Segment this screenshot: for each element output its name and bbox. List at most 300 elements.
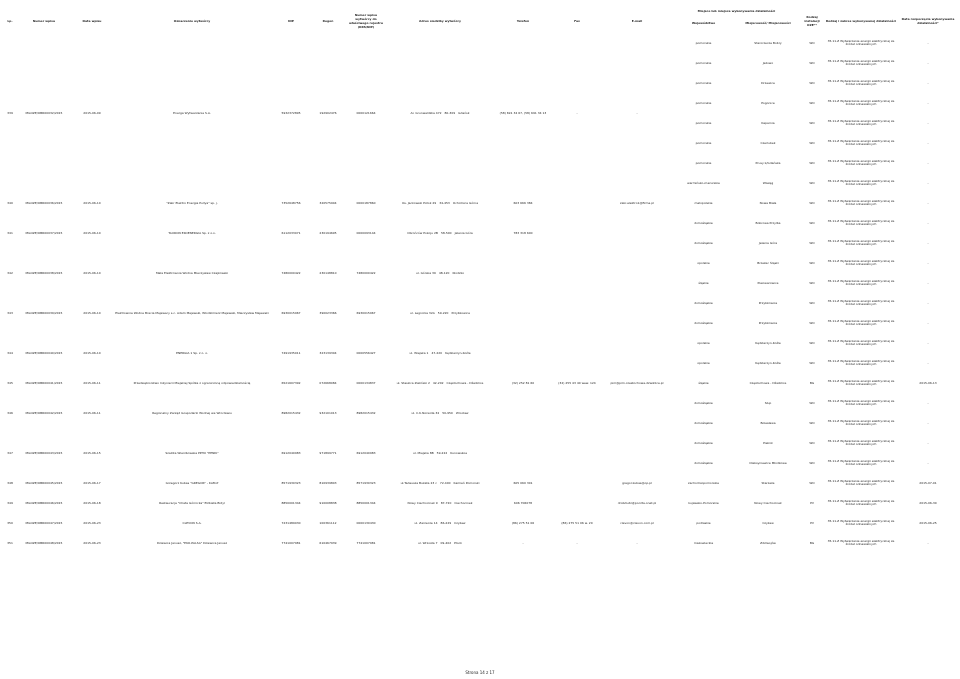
adres-city: Kunowskoe: [450, 451, 468, 455]
cell-fax: [552, 253, 602, 293]
cell-rodzaj-instalacji: WO: [809, 281, 815, 285]
cell-data-rozpoczecia: -: [927, 361, 929, 365]
cell-email: zakr.elektro1@firma.pl: [620, 201, 654, 205]
cell-regon: 072668084: [319, 381, 337, 385]
adres-addr: ul. Zarzecze 14: [414, 521, 438, 525]
table-row: [4, 433, 957, 453]
cell-data-rozpoczecia: 2015-06-25: [919, 521, 937, 525]
cell-data-rozpoczecia: -: [927, 221, 929, 225]
cell-fax: (86) 275 51 06 w. 20: [561, 521, 593, 525]
cell-oznaczenie: Restauracja "Chata Górnicka" Elżbieta Bidyl: [159, 501, 225, 505]
cell-numer-rejestru: 6912040983: [356, 451, 376, 455]
cell-nip: 8850001344: [281, 501, 301, 505]
cell-rodzaj-instalacji: WO: [809, 221, 815, 225]
cell-oznaczenie: "Zakr Elektro Energia Pullya" sp. j.: [166, 201, 218, 205]
cell-oznaczenie: Szałota Wierzbowska PPHU "PENIK": [165, 451, 219, 455]
cell-rodzaj-instalacji: WO: [809, 261, 815, 265]
cell-nr-wpisu: MGOZE/OBR00043/2015: [25, 451, 63, 455]
cell-lp: 341: [7, 231, 13, 235]
cell-nr-wpisu: MGOZE/OBR00036/2015: [25, 201, 63, 205]
cell-rodzaj-dzialalnosci: 35.11.Z Wytwarzanie energii elektrycznej ze źródeł odnawialnych: [827, 78, 895, 86]
adres-addr: Os. Jackowski Potok 29: [401, 201, 437, 205]
cell-data-rozpoczecia: -: [927, 121, 929, 125]
cell-miejscowosc: Nowy Ciechocinek: [754, 501, 782, 505]
table-row: [4, 493, 957, 513]
cell-wojewodztwo: małopolskie: [694, 201, 713, 205]
cell-miejscowosc: Przybkowice: [758, 301, 778, 305]
cell-nip: 7352648756: [281, 201, 301, 205]
adres-zip: 80-309: [444, 111, 456, 115]
cell-rodzaj-dzialalnosci: 35.11.Z Wytwarzanie energii elektrycznej ze źródeł odnawialnych: [827, 478, 895, 486]
cell-data-rozpoczecia: -: [927, 401, 929, 405]
cell-regon: 971899771: [319, 451, 337, 455]
col-lp: Lp.: [7, 19, 13, 23]
adres-addr: Obrońców Pokoju 2B: [407, 231, 438, 235]
adres-zip: 34-453: [439, 201, 450, 205]
cell-data-rozpoczecia: 2015-07-01: [919, 481, 937, 485]
cell-miejscowosc: Czerlubek: [760, 141, 776, 145]
cell-data-wpisu: 2015-06-23: [83, 521, 101, 525]
cell-wojewodztwo: dolnośląskie: [694, 461, 713, 465]
cell-data-rozpoczecia: -: [927, 81, 929, 85]
cell-rodzaj-dzialalnosci: 35.11.Z Wytwarzanie energii elektrycznej ze źródeł odnawialnych: [827, 58, 895, 66]
cell-nip: 6112033071: [281, 231, 301, 235]
cell-data-rozpoczecia: -: [927, 441, 929, 445]
cell-telefon: -: [522, 541, 524, 545]
cell-wojewodztwo: kujawsko-Pomorskie: [688, 501, 719, 505]
cell-telefon: [494, 393, 552, 433]
cell-data-wpisu: 2015-06-11: [83, 381, 101, 385]
cell-email: [602, 213, 672, 253]
cell-rodzaj-instalacji: WO: [809, 401, 815, 405]
cell-email: -: [636, 111, 638, 115]
col-rodzaj-dzialalnosci: Rodzaj i zakres wykonywanej działalności: [825, 19, 897, 23]
cell-data-rozpoczecia: -: [927, 241, 929, 245]
cell-adres: [386, 333, 494, 373]
cell-numer-rejestru: 8850001344: [356, 501, 376, 505]
col-nip: NIP: [288, 19, 294, 23]
cell-miejscowosc: Drzewice: [761, 81, 775, 85]
cell-data-wpisu: 2015-06-11: [83, 411, 101, 415]
cell-nip: 7741007981: [281, 541, 301, 545]
cell-nr-wpisu: MGOZE/OBR00045/2015: [25, 481, 63, 485]
adres-addr: Nowy Ciechocinek 9: [407, 501, 438, 505]
cell-wojewodztwo: mazowieckie: [693, 541, 714, 545]
cell-wojewodztwo: śląskie: [698, 381, 709, 385]
cell-nr-wpisu: MGOZE/OBR00037/2015: [25, 231, 63, 235]
cell-lp: 340: [7, 201, 13, 205]
cell-lp: 342: [7, 271, 13, 275]
cell-adres: [386, 293, 494, 333]
cell-data-wpisu: 2015-06-10: [83, 271, 101, 275]
adres-addr: ul.Tadeusza Bukata 23 c: [400, 481, 437, 485]
cell-wojewodztwo: pomorskie: [695, 41, 712, 45]
cell-data-rozpoczecia: -: [927, 321, 929, 325]
cell-miejscowosc: Oleksyniewice Młodkowe: [749, 461, 787, 465]
cell-fax: (32) 255 43 40 wew. 124: [558, 381, 596, 385]
cell-nip: 6521607392: [281, 381, 301, 385]
cell-email: -: [636, 541, 638, 545]
col-oznaczenie: Oznaczenie wytwórcy: [173, 19, 211, 23]
page-footer: Strona 14 z 17: [465, 670, 495, 675]
adres-city: Ochotnica Górna: [452, 201, 479, 205]
cell-nip: 7491935011: [281, 351, 301, 355]
col-miejscowosc: Miejscowość/ Miejscowości: [745, 21, 791, 25]
cell-miejscowosc: Prusy k/Gdańska: [755, 161, 781, 165]
cell-rodzaj-instalacji: WO: [809, 81, 815, 85]
adres-addr: ul. Górska 39: [415, 271, 436, 275]
cell-wojewodztwo: dolnośląskie: [694, 321, 713, 325]
table-row: [4, 533, 957, 553]
cell-fax: [552, 473, 602, 493]
table-row: [4, 33, 957, 53]
cell-rodzaj-instalacji: WO: [809, 441, 815, 445]
cell-rodzaj-instalacji: WO: [809, 241, 815, 245]
adres-zip: 72-400: [439, 481, 451, 485]
cell-rodzaj-dzialalnosci: 35.11.Z Wytwarzanie energii elektrycznej ze źródeł odnawialnych: [827, 278, 895, 286]
cell-wojewodztwo: dolnośląskie: [694, 301, 713, 305]
cell-data-wpisu: 2015-06-17: [83, 481, 101, 485]
cell-lp: 348: [7, 481, 13, 485]
cell-oznaczenie: CLEVON S.A.: [182, 521, 202, 525]
cell-regon: 230148810: [319, 271, 337, 275]
cell-oznaczenie: Energa Wytwarzanie S.A.: [173, 111, 211, 115]
adres-zip: 09-402: [440, 541, 452, 545]
cell-adres: [386, 473, 494, 493]
cell-rodzaj-dzialalnosci: 35.11.Z Wytwarzanie energii elektrycznej ze źródeł odnawialnych: [827, 298, 895, 306]
cell-miejscowosc: Starzeże: [761, 481, 775, 485]
table-header: [4, 9, 957, 33]
cell-adres: [386, 193, 494, 213]
cell-oznaczenie: Przedsiębiorstwo Inżynierii Miejskiej Spółka z ograniczoną odpowiedzialnością: [133, 381, 251, 385]
cell-numer-rejestru: 0000130430: [356, 521, 376, 525]
cell-numer-rejestru: 7741007981: [356, 541, 376, 545]
cell-numer-rejestru: 0000134837: [356, 381, 376, 385]
col-email: E-mail: [631, 19, 643, 23]
cell-rodzaj-instalacji: WO: [809, 41, 815, 45]
cell-miejscowosc: Bolesława: [760, 421, 776, 425]
cell-oznaczenie: ENERGIA 1 Sp. z o. o.: [176, 351, 208, 355]
adres-addr: ul. Legnicka 32A: [410, 311, 435, 315]
cell-wojewodztwo: opolskie: [697, 261, 710, 265]
cell-data-rozpoczecia: -: [927, 261, 929, 265]
adres-zip: 47-220: [431, 351, 443, 355]
cell-data-rozpoczecia: -: [927, 201, 929, 205]
cell-rodzaj-dzialalnosci: 35.11.Z Wytwarzanie energii elektrycznej ze źródeł odnawialnych: [827, 418, 895, 426]
adres-zip: 59-220: [437, 311, 449, 315]
adres-city: Częstochowa - Dźwiklice: [446, 381, 484, 385]
cell-data-wpisu: 2015-06-10: [83, 311, 101, 315]
col-wojewodztwo: Województwo: [691, 21, 716, 25]
cell-regon: 932101013: [319, 411, 337, 415]
cell-email: [602, 393, 672, 433]
cell-fax: [552, 393, 602, 433]
cell-rodzaj-instalacji: PV: [810, 501, 814, 505]
cell-data-rozpoczecia: 2015-06-30: [919, 501, 937, 505]
cell-rodzaj-dzialalnosci: 35.11.Z Wytwarzanie energii elektrycznej ze źródeł odnawialnych: [827, 338, 895, 346]
cell-nr-wpisu: MGOZE/OBR00048/2015: [25, 541, 63, 545]
cell-data-wpisu: 2015-06-18: [83, 501, 101, 505]
cell-rodzaj-instalacji: WO: [809, 61, 815, 65]
cell-nr-wpisu: MGOZE/OBR00038/2015: [25, 271, 63, 275]
cell-email: drobdudz@poczta.onet.pl: [617, 501, 657, 505]
table-row: [4, 473, 957, 493]
cell-data-rozpoczecia: -: [927, 141, 929, 145]
cell-data-wpisu: 2015-06-09: [83, 111, 101, 115]
cell-data-rozpoczecia: -: [927, 421, 929, 425]
adres-zip: 86-229: [440, 521, 452, 525]
cell-numer-rejestru: 7480000422: [356, 271, 376, 275]
cell-rodzaj-dzialalnosci: 35.11.Z Wytwarzanie energii elektrycznej ze źródeł odnawialnych: [827, 458, 895, 466]
table-row: [4, 333, 957, 353]
cell-miejscowosc: Kędzierzyn-Koźle: [755, 341, 781, 345]
table-row: [4, 393, 957, 413]
cell-data-rozpoczecia: -: [927, 101, 929, 105]
cell-wojewodztwo: śląskie: [698, 281, 709, 285]
cell-data-wpisu: 2015-06-15: [83, 451, 101, 455]
cell-fax: [552, 493, 602, 513]
cell-lp: 349: [7, 501, 13, 505]
cell-lp: 350: [7, 521, 13, 525]
cell-miejscowosc: Nowa Biała: [759, 201, 777, 205]
adres-city: Wrocław: [455, 411, 469, 415]
cell-data-rozpoczecia: -: [927, 341, 929, 345]
adres-addr: Al. Grunwaldzka 472: [410, 111, 442, 115]
cell-data-rozpoczecia: 2015-06-13: [919, 381, 937, 385]
cell-fax: [552, 293, 602, 333]
cell-miejscowosc: Czyżew: [762, 521, 774, 525]
cell-nip: 8571930323: [281, 481, 301, 485]
cell-regon: 810939803: [319, 481, 337, 485]
cell-wojewodztwo: zachodniopomorskie: [688, 481, 719, 485]
cell-adres: [386, 493, 494, 513]
cell-wojewodztwo: warmińsko-mazurskie: [687, 181, 720, 185]
cell-rodzaj-dzialalnosci: 35.11.Z Wytwarzanie energii elektrycznej ze źródeł odnawialnych: [827, 438, 895, 446]
cell-rodzaj-dzialalnosci: 35.11.Z Wytwarzanie energii elektrycznej ze źródeł odnawialnych: [827, 378, 895, 386]
cell-miejscowosc: Przybkowice: [758, 321, 778, 325]
cell-rodzaj-instalacji: WO: [809, 121, 815, 125]
cell-rodzaj-dzialalnosci: 35.11.Z Wytwarzanie energii elektrycznej ze źródeł odnawialnych: [827, 318, 895, 326]
adres-addr: ul. Staszica Zieliński 2: [396, 381, 430, 385]
cell-regon: 390023366: [319, 311, 337, 315]
cell-rodzaj-dzialalnosci: 35.11.Z Wytwarzanie energii elektrycznej ze źródeł odnawialnych: [827, 258, 895, 266]
table-row: [4, 373, 957, 393]
cell-numer-rejestru: 8571930323: [356, 481, 376, 485]
cell-rodzaj-instalacji: WO: [809, 421, 815, 425]
cell-adres: [386, 253, 494, 293]
cell-email: [602, 253, 672, 293]
cell-wojewodztwo: dolnośląskie: [694, 441, 713, 445]
cell-wojewodztwo: pomorskie: [695, 61, 712, 65]
cell-oznaczenie: TAURON EKOENERGIA Sp. z o.o.: [168, 231, 216, 235]
table-row: [4, 293, 957, 313]
cell-rodzaj-instalacji: WO: [809, 161, 815, 165]
adres-zip: 42-202: [432, 381, 444, 385]
cell-rodzaj-instalacji: PV: [810, 521, 814, 525]
cell-oznaczenie: Regionalny Zarząd Gospodarki Wodnej we Wrocławiu: [152, 411, 232, 415]
cell-numer-rejestru: 0000556427: [356, 351, 376, 355]
cell-nr-wpisu: MGOZE/OBR00040/2015: [25, 351, 63, 355]
cell-rodzaj-instalacji: WO: [809, 481, 815, 485]
cell-data-wpisu: 2015-06-10: [83, 201, 101, 205]
cell-regon: 323139304: [319, 351, 337, 355]
cell-numer-rejestru: 0000121664: [356, 111, 376, 115]
cell-rodzaj-instalacji: WO: [809, 181, 815, 185]
cell-rodzaj-instalacji: WO: [809, 101, 815, 105]
cell-miejscowosc: Starorzecze Bobry: [754, 41, 782, 45]
cell-rodzaj-dzialalnosci: 35.11.Z Wytwarzanie energii elektrycznej ze źródeł odnawialnych: [827, 498, 895, 506]
cell-telefon: [494, 333, 552, 373]
cell-miejscowosc: Słup: [764, 401, 772, 405]
cell-wojewodztwo: opolskie: [697, 341, 710, 345]
cell-wojewodztwo: pomorskie: [695, 161, 712, 165]
col-adres: Adres siedziby wytwórcy: [419, 19, 461, 23]
cell-regon: 320575904: [319, 201, 337, 205]
cell-oznaczenie: Mała Elektrownia Wodna Mieczysław Czajkowski: [155, 271, 229, 275]
cell-data-wpisu: 2015-06-23: [83, 541, 101, 545]
cell-lp: 351: [7, 541, 13, 545]
cell-miejscowosc: Bobrowa Przylba: [755, 221, 781, 225]
cell-wojewodztwo: dolnośląskie: [694, 421, 713, 425]
cell-wojewodztwo: pomorskie: [695, 81, 712, 85]
cell-wojewodztwo: podlaskie: [696, 521, 711, 525]
cell-numer-rejestru: 8982015432: [356, 411, 376, 415]
cell-nr-wpisu: MGOZE/OBR00042/2015: [25, 411, 63, 415]
col-nr-wpisu: Numer wpisu: [32, 19, 56, 23]
cell-regon: 100361112: [319, 521, 337, 525]
table-row: [4, 193, 957, 213]
adres-city: Kędzierzyn-Koźle: [445, 351, 471, 355]
cell-rodzaj-dzialalnosci: 35.11.Z Wytwarzanie energii elektrycznej ze źródeł odnawialnych: [827, 238, 895, 246]
col-telefon: Telefon: [516, 19, 530, 23]
adres-zip: 59-222: [436, 451, 448, 455]
cell-numer-rejestru: 6930015967: [356, 311, 376, 315]
cell-nr-wpisu: MGOZE/OBR00032/2015: [25, 111, 63, 115]
adres-zip: 87-720: [440, 501, 452, 505]
cell-lp: 346: [7, 411, 13, 415]
cell-oznaczenie: Grzegorz Kubas "GREGOR" - KAM-P: [165, 481, 219, 485]
col-data-rozpoczecia: Data rozpoczęcia wykonywania działalności*: [901, 17, 955, 25]
adres-city: Ciechocinek: [454, 501, 473, 505]
cell-nip: 6930015967: [281, 311, 301, 315]
cell-rodzaj-dzialalnosci: 35.11.Z Wytwarzanie energii elektrycznej ze źródeł odnawialnych: [827, 218, 895, 226]
adres-addr: ul. Wiejska 1: [409, 351, 429, 355]
cell-email: clevon@clevon.com.pl: [620, 521, 654, 525]
cell-rodzaj-instalacji: WO: [809, 361, 815, 365]
cell-regon: 610467939: [319, 541, 337, 545]
cell-nr-wpisu: MGOZE/OBR00041/2015: [25, 381, 63, 385]
cell-oznaczenie: Elektrownie Wodne Bracia Majewscy s.c. Adam Majewski, Włodzimierz Majewski, Mieczysław Majewski: [115, 311, 269, 315]
cell-data-rozpoczecia: -: [927, 301, 929, 305]
cell-lp: 344: [7, 351, 13, 355]
cell-adres: [386, 213, 494, 253]
cell-data-wpisu: 2015-06-10: [83, 351, 101, 355]
cell-fax: [552, 193, 602, 213]
adres-city: Gdańsk: [458, 111, 470, 115]
cell-miejscowosc: Kaparnia: [761, 121, 775, 125]
cell-telefon: (58) 691 34 67, (58) 691 34 13: [499, 111, 547, 115]
cell-email: [602, 433, 672, 473]
cell-adres: [386, 373, 494, 393]
adres-city: Jelenia Góra: [454, 231, 473, 235]
cell-telefon: (86) 275 51 06: [511, 521, 535, 525]
cell-wojewodztwo: opolskie: [697, 361, 710, 365]
cell-nr-wpisu: MGOZE/OBR00047/2015: [25, 521, 63, 525]
cell-rodzaj-instalacji: WO: [809, 301, 815, 305]
cell-miejscowosc: Zdziwojów: [760, 541, 776, 545]
cell-miejscowosc: Pogonice: [761, 101, 775, 105]
cell-adres: [386, 393, 494, 433]
cell-miejscowosc: Brzeżec Śląski: [757, 261, 779, 265]
adres-addr: ul. Miejska 8B: [412, 451, 434, 455]
cell-adres: [386, 533, 494, 553]
cell-rodzaj-instalacji: WO: [809, 141, 815, 145]
adres-zip: 48-120: [438, 271, 450, 275]
cell-telefon: 606 706078: [513, 501, 533, 505]
adres-addr: ul. C.K.Norwida 34: [411, 411, 440, 415]
cell-miejscowosc: Piwowarowice: [757, 281, 779, 285]
cell-lp: 345: [7, 381, 13, 385]
cell-miejscowosc: Wiszęg: [762, 181, 774, 185]
cell-data-rozpoczecia: -: [927, 161, 929, 165]
adres-city: Kłodzko: [452, 271, 465, 275]
cell-nip: 7231489030: [281, 521, 301, 525]
table-body: [4, 33, 957, 553]
cell-rodzaj-instalacji: BG: [809, 381, 815, 385]
cell-data-rozpoczecia: -: [927, 541, 929, 545]
cell-rodzaj-instalacji: WO: [809, 341, 815, 345]
cell-rodzaj-dzialalnosci: 35.11.Z Wytwarzanie energii elektrycznej ze źródeł odnawialnych: [827, 198, 895, 206]
col-regon: Regon: [322, 19, 334, 23]
cell-nip: 5932372895: [281, 111, 301, 115]
adres-zip: 58-500: [440, 231, 452, 235]
cell-lp: 343: [7, 311, 13, 315]
cell-data-rozpoczecia: -: [927, 181, 929, 185]
cell-rodzaj-dzialalnosci: 35.11.Z Wytwarzanie energii elektrycznej ze źródeł odnawialnych: [827, 158, 895, 166]
cell-telefon: [494, 433, 552, 473]
cell-wojewodztwo: pomorskie: [695, 121, 712, 125]
cell-wojewodztwo: dolnośląskie: [694, 241, 713, 245]
adres-zip: 50-950: [442, 411, 453, 415]
adres-addr: ul. Wrzosta 7: [417, 541, 438, 545]
cell-oznaczenie: Dziewica Janusz, "EKO-PALSA" Dziewica Janusz: [156, 541, 228, 545]
cell-rodzaj-dzialalnosci: 35.11.Z Wytwarzanie energii elektrycznej ze źródeł odnawialnych: [827, 38, 895, 46]
cell-telefon: [494, 293, 552, 333]
cell-regon: 192902476: [319, 111, 337, 115]
cell-rodzaj-dzialalnosci: 35.11.Z Wytwarzanie energii elektrycznej ze źródeł odnawialnych: [827, 518, 895, 526]
cell-miejscowosc: Częstochowa - Dźwiklice: [749, 381, 787, 385]
cell-nr-wpisu: MGOZE/OBR00046/2015: [25, 501, 63, 505]
register-table: [4, 9, 957, 553]
cell-regon: 910008838: [319, 501, 337, 505]
adres-city: Przybkowice: [451, 311, 470, 315]
cell-numer-rejestru: 0000187860: [356, 201, 376, 205]
cell-adres: [386, 513, 494, 533]
cell-data-rozpoczecia: -: [927, 41, 929, 45]
adres-city: Płock: [454, 541, 463, 545]
cell-telefon: (32) 252 81 60: [511, 381, 535, 385]
cell-nip: 8982015432: [281, 411, 301, 415]
cell-data-wpisu: 2015-06-10: [83, 231, 101, 235]
cell-rodzaj-instalacji: BG: [809, 541, 815, 545]
cell-telefon: 603 666 384: [513, 201, 533, 205]
col-miejsce: Miejsce lub miejsca wykonywania działalności: [697, 9, 776, 13]
col-data-wpisu: Data wpisu: [82, 19, 102, 23]
adres-city: Kamień Pomorski: [453, 481, 480, 485]
cell-regon: 230194695: [319, 231, 337, 235]
cell-email: [602, 293, 672, 333]
cell-rodzaj-dzialalnosci: 35.11.Z Wytwarzanie energii elektrycznej ze źródeł odnawialnych: [827, 98, 895, 106]
